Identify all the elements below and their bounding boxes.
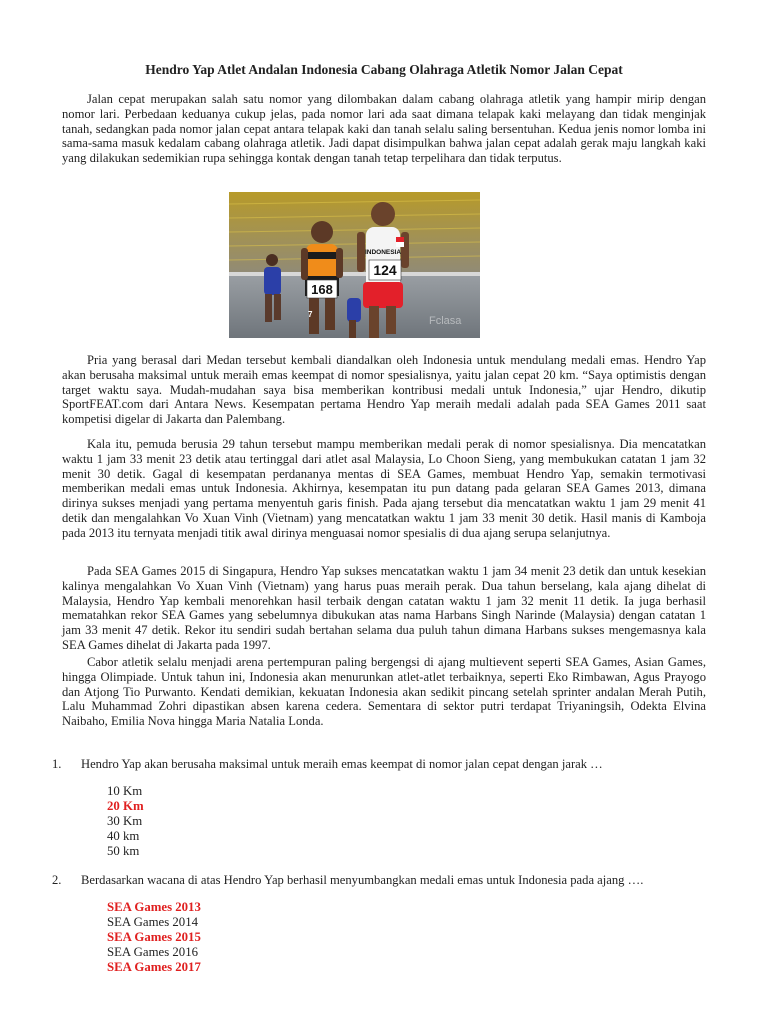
question-number-2: 2. — [52, 873, 62, 887]
singlet-text: INDONESIA — [364, 249, 402, 256]
photo-watermark: Fclasa — [429, 315, 462, 327]
option-item: 40 km — [107, 829, 140, 843]
bib-number-left: 168 — [311, 282, 333, 297]
option-item: SEA Games 2014 — [107, 915, 198, 929]
body-paragraph-1: Pria yang berasal dari Medan tersebut kembali diandalkan oleh Indonesia untuk mendulang medali emas. Hendro Yap akan berusaha maksimal untuk meraih emas keempat di nomor spesialisnya, yaitu jalan cepat 20 km. “Saya optimistis dengan target waktu saya. Mudah-mudahan saya bisa memberikan kontribusi medali untuk Indonesia,” ujar Hendro, dikutip SportFEAT.com dari Antara News. Kesempatan pertama Hendro Yap meraih medali adalah pada SEA Games 2011 saat kompetisi digelar di Jakarta dan Palembang. — [62, 353, 706, 427]
option-item-answer: SEA Games 2013 — [107, 900, 201, 914]
body-paragraph-2: Kala itu, pemuda berusia 29 tahun tersebut mampu memberikan medali perak di nomor spesialisnya. Dia mencatatkan waktu 1 jam 33 menit 23 detik atau tertinggal dari atlet asal Malaysia, Lo Choon Sieng, yang membukukan catatan 1 jam 32 menit 30 detik. Gagal di kesempatan perdananya mentas di SEA Games, membuat Hendro Yap, semakin termotivasi memberikan medali emas untuk Indonesia. Akhirnya, kesempatan itu pun datang pada gelaran SEA Games 2013, dimana dirinya sukses menjadi yang pertama menyentuh garis finish. Pada ajang tersebut dia mencatatkan waktu 1 jam 29 menit 41 detik dan mengalahkan Vo Xuan Vinh (Vietnam) yang mencatatkan waktu 1 jam 33 menit 30 detik. Hasil manis di Kamboja pada 2013 itu ternyata menjadi titik awal dirinya menguasai nomor spesialis di dua ajang serupa selanjutnya. — [62, 437, 706, 540]
option-item-answer: SEA Games 2017 — [107, 960, 201, 974]
intro-paragraph: Jalan cepat merupakan salah satu nomor yang dilombakan dalam cabang olahraga atletik yang hampir mirip dengan nomor lari. Perbedaan keduanya cukup jelas, pada nomor lari ada saat dimana telapak kaki melayang dan tidak menginjak tanah, sedangkan pada nomor jalan cepat antara telapak kaki dan tanah selalu saling bersentuhan. Kedua jenis nomor lomba ini sama-sama masuk kedalam cabang olahraga atletik. Jadi dapat disimpulkan bahwa jalan cepat adalah gerak maju langkah kaki yang dilakukan sedemikian rupa sehingga kontak dengan tanah tetap terpelihara dan tidak terputus. — [62, 92, 706, 166]
option-item: 50 km — [107, 844, 140, 858]
option-item: 30 Km — [107, 814, 143, 828]
race-walk-photo — [229, 192, 480, 338]
question-options-1 — [107, 784, 144, 859]
option-item-answer: SEA Games 2015 — [107, 930, 201, 944]
question-number-1: 1. — [52, 757, 62, 771]
body-paragraph-3: Pada SEA Games 2015 di Singapura, Hendro Yap sukses mencatatkan waktu 1 jam 34 menit 23 detik dan untuk kesekian kalinya mengalahkan Vo Xuan Vinh (Vietnam) yang harus puas meraih perak. Dua tahun berselang, kala ajang dihelat di Malaysia, Hendro Yap kembali menorehkan hasil terbaik dengan catatan waktu 1 jam 32 menit 11 detik. Ia juga berhasil mematahkan rekor SEA Games yang sebelumnya dibukukan atas nama Harbans Singh Narinde (Malaysia) dengan catatan 1 jam 33 menit 47 detik. Rekor itu sendiri sudah bertahan selama dua puluh tahun dimana Harbans sukses mengemasnya kala SEA Games dihelat di Jakarta pada 1997. — [62, 564, 706, 652]
question-text-2: Berdasarkan wacana di atas Hendro Yap berhasil menyumbangkan medali emas untuk Indonesia pada ajang …. — [81, 873, 644, 887]
document-title: Hendro Yap Atlet Andalan Indonesia Cabang Olahraga Atletik Nomor Jalan Cepat — [145, 62, 623, 77]
bib-number-right: 124 — [373, 262, 397, 278]
option-item: SEA Games 2016 — [107, 945, 198, 959]
question-options-2 — [107, 900, 201, 975]
body-paragraph-4: Cabor atletik selalu menjadi arena pertempuran paling bergengsi di ajang multievent seperti SEA Games, Asian Games, hingga Olimpiade. Untuk tahun ini, Indonesia akan menurunkan atlet-atlet terbaiknya, seperti Eko Rimbawan, Agus Prayogo dan Atjong Tio Purwanto. Kendati demikian, kekuatan Indonesia akan sedikit pincang setelah sprinter andalan Merah Putih, Lalu Muhammad Zohri dipastikan absen karena cedera. Sementara di sektor putri terdapat Triyaningsih, Odekta Elvina Naibaho, Emilia Nova hingga Maria Natalia Londa. — [62, 655, 706, 729]
option-item: 10 Km — [107, 784, 143, 798]
race-walk-photo-illustration — [229, 192, 480, 338]
option-item-answer: 20 Km — [107, 799, 144, 813]
question-text-1: Hendro Yap akan berusaha maksimal untuk meraih emas keempat di nomor jalan cepat dengan jarak … — [81, 757, 603, 771]
shorts-mark: 7 — [308, 310, 313, 319]
